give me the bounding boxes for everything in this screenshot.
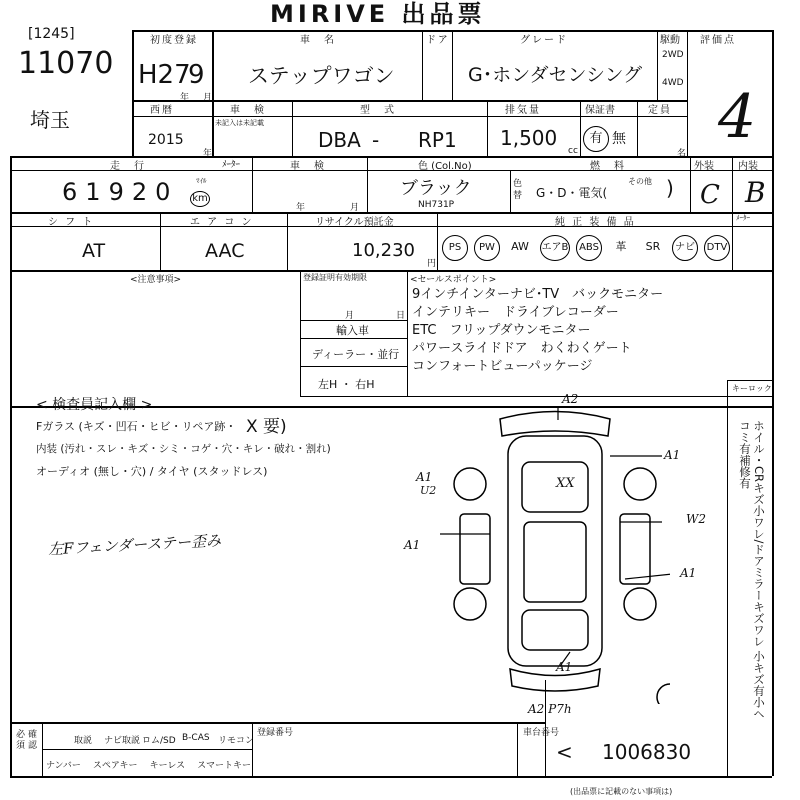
header-inspector: < 検査員記入欄 > <box>36 397 153 413</box>
displacement-value: 1,500 <box>500 126 558 150</box>
car-diagram <box>440 404 670 704</box>
color-code: NH731P <box>418 200 455 210</box>
header-score: 評価点 <box>700 35 736 46</box>
grade-value: G･ホンダセンシング <box>468 64 643 86</box>
header-door: ドア <box>426 35 450 46</box>
recycle-unit: 円 <box>427 259 437 269</box>
warranty-yes-circle: 有 <box>583 126 609 152</box>
mileage-digit: 2 <box>131 178 156 206</box>
mark-top: A2 <box>562 392 579 406</box>
year-value: 2015 <box>148 132 184 148</box>
mark-bottom: A2 P7h <box>528 702 572 716</box>
fuel-close: ) <box>666 176 674 200</box>
mark-left-front2: U2 <box>420 484 437 497</box>
equipment-sr: SR <box>645 240 661 253</box>
interior-grade: B <box>745 176 766 209</box>
header-drive: 駆動 <box>660 35 680 46</box>
mark-rear: A1 <box>556 660 573 674</box>
aircon-value: AAC <box>205 240 245 262</box>
equipment-ps: PS <box>442 235 468 261</box>
footer-label-4: B-CAS <box>182 733 210 743</box>
footer-label-1: 取説 <box>74 736 93 746</box>
fuel-other: その他 <box>628 177 652 186</box>
equipment-navi: ナビ <box>672 235 698 261</box>
header-interior: 内装 <box>738 161 758 172</box>
header-katashiki-shaken: 車 検 <box>230 105 266 116</box>
exterior-grade: C <box>700 180 720 210</box>
recycle-value: 10,230 <box>352 240 415 261</box>
sales-point: ETC フリップダウンモニター <box>412 323 591 338</box>
mileage-digit: 1 <box>85 178 109 206</box>
header-key-lock: キーロック <box>732 384 772 393</box>
model-prefix: DBA <box>318 128 361 152</box>
header-mileage: 走 行 <box>110 161 146 172</box>
side-vertical-text: ホイル・CRキズ小ワレ/ドアミラーキズワレ 小キズ有小ヘコミ有補修有 <box>738 420 766 720</box>
header-other-meter: ﾒｰﾀｰ <box>736 214 750 222</box>
inspector-line-2: 内装 (汚れ・スレ・キズ・シミ・コゲ・穴・キレ・破れ・割れ) <box>36 443 331 455</box>
header-inspection: 車 検 <box>290 161 326 172</box>
score-value: 4 <box>718 82 757 152</box>
mileage-unit-top: ﾏｲﾙ <box>196 177 207 185</box>
mark-left-front: A1 <box>416 470 433 484</box>
mark-front-right: A1 <box>664 448 681 462</box>
header-fuel: 燃 料 <box>590 161 626 172</box>
mark-roof: XX <box>556 476 575 491</box>
sales-point: 9インチインターナビ･TV バックモニター <box>412 287 664 302</box>
header-katashiki: 型 式 <box>360 105 396 116</box>
chassis-arrow: < <box>556 740 573 764</box>
header-sales-points: <セールスポイント> <box>410 275 497 285</box>
lot-number: 11070 <box>18 46 114 81</box>
footer-item: スペアキー <box>92 761 138 771</box>
bottom-note: (出品票に記載のない事項は) <box>570 787 673 796</box>
first-reg-year-unit: 年 <box>180 93 190 103</box>
footer-label-3: ロム/SD <box>142 736 176 746</box>
header-reg-expiry: 登録証明有効期限 <box>303 273 367 282</box>
first-reg-month-unit: 月 <box>203 93 213 103</box>
header-capacity: 定員 <box>648 105 672 116</box>
displacement-unit: cc <box>568 146 578 156</box>
mileage-digit: 9 <box>108 178 132 206</box>
inspection-month-unit: 月 <box>350 203 360 213</box>
mileage-unit <box>190 186 210 207</box>
header-dealer: ディーラー・並行 <box>312 348 400 361</box>
drive-2wd: 2WD <box>662 50 684 60</box>
header-meter: ﾒｰﾀｰ <box>222 160 241 170</box>
first-reg-era: H27 <box>138 60 191 90</box>
capacity-unit: 名 <box>677 149 687 159</box>
inspector-line-1: Fガラス (キズ・凹石・ヒビ・リペア跡・ <box>36 420 237 433</box>
footer-label-5: リモコン <box>218 736 255 746</box>
sales-point: インテリキー ドライブレコーダー <box>412 305 619 320</box>
equipment-pw: PW <box>474 235 500 261</box>
glass-mark: X 要) <box>246 417 287 437</box>
fuel-options: G・D・電気( <box>536 186 608 200</box>
inspector-line-3: オーディオ (無し・穴) / タイヤ (スタッドレス) <box>36 465 268 478</box>
drive-4wd: 4WD <box>662 78 684 88</box>
year-unit-small: 年 <box>203 149 213 159</box>
header-shift: シ フ ト <box>48 217 95 228</box>
header-recycle: リサイクル預託金 <box>315 217 394 228</box>
shift-value: AT <box>82 240 106 262</box>
inspection-year-unit: 年 <box>296 203 306 213</box>
header-genuine: 純 正 装 備 品 <box>555 217 636 228</box>
footer-item: スマートキー <box>197 761 251 771</box>
sales-point: パワースライドドア わくわくゲート <box>412 341 632 356</box>
equipment-leather: 革 <box>615 240 627 253</box>
header-seireki: 西暦 <box>150 105 174 116</box>
mark-right-rear: A1 <box>680 566 697 580</box>
equipment-dtv: DTV <box>704 235 730 261</box>
header-import: 輸入車 <box>336 324 369 337</box>
footer-side-label: 必須 <box>16 730 26 751</box>
header-handle: 左H ・ 右H <box>318 378 375 391</box>
chassis-number: 1006830 <box>602 740 692 764</box>
sales-points-list <box>412 286 663 376</box>
first-reg-month: 9 <box>188 60 205 90</box>
header-aircon: エ ア コ ン <box>190 217 254 228</box>
reg-number-label: 登録番号 <box>257 728 294 738</box>
header-car-name: 車 名 <box>300 35 336 46</box>
model-code: RP1 <box>418 128 457 152</box>
equipment-airbag: エアB <box>540 235 570 261</box>
page-title: MIRIVE 出品票 <box>270 0 486 28</box>
handwritten-note: 左Fフェンダーステー歪み <box>47 531 222 559</box>
reg-month: 月 <box>345 311 355 321</box>
mark-left-mid: A1 <box>404 538 421 552</box>
footer-item: キーレス <box>149 761 186 771</box>
header-grade: グレード <box>520 35 568 46</box>
mileage-digits <box>62 178 178 206</box>
color-change: 色替 <box>513 179 523 201</box>
warranty-yes <box>583 126 609 152</box>
footer-item: ナンバー <box>46 761 81 771</box>
mileage-digit: 0 <box>155 178 179 206</box>
equipment-abs: ABS <box>576 235 602 261</box>
footer-label-2: ナビ取説 <box>104 736 141 746</box>
lot-bracket: [1245] <box>28 26 75 42</box>
katashiki-note: 未記入は未記載 <box>215 119 264 127</box>
color-name: ブラック <box>400 178 472 199</box>
mileage-unit-circle: km <box>190 191 210 207</box>
reg-day: 日 <box>396 311 406 321</box>
header-color: 色 (Col.No) <box>418 161 472 172</box>
footer-row-2 <box>46 758 251 771</box>
equipment-aw: AW <box>511 240 529 253</box>
car-name: ステップワゴン <box>248 64 395 88</box>
header-first-reg: 初度登録 <box>150 35 198 46</box>
warranty-no: 無 <box>612 131 626 147</box>
equipment-row <box>442 235 772 261</box>
lot-region: 埼玉 <box>30 108 70 132</box>
model-dash: - <box>372 128 380 152</box>
footer-side-label-2: 確認 <box>28 730 38 751</box>
header-exterior: 外装 <box>694 161 714 172</box>
mark-right-mid: W2 <box>686 512 706 526</box>
mileage-digit: 6 <box>62 178 86 206</box>
header-notes: <注意事項> <box>130 275 182 285</box>
sales-point: コンフォートビューパッケージ <box>412 359 593 374</box>
header-displacement: 排気量 <box>505 105 541 116</box>
header-warranty: 保証書 <box>585 105 615 116</box>
chassis-label: 車台番号 <box>523 728 560 738</box>
